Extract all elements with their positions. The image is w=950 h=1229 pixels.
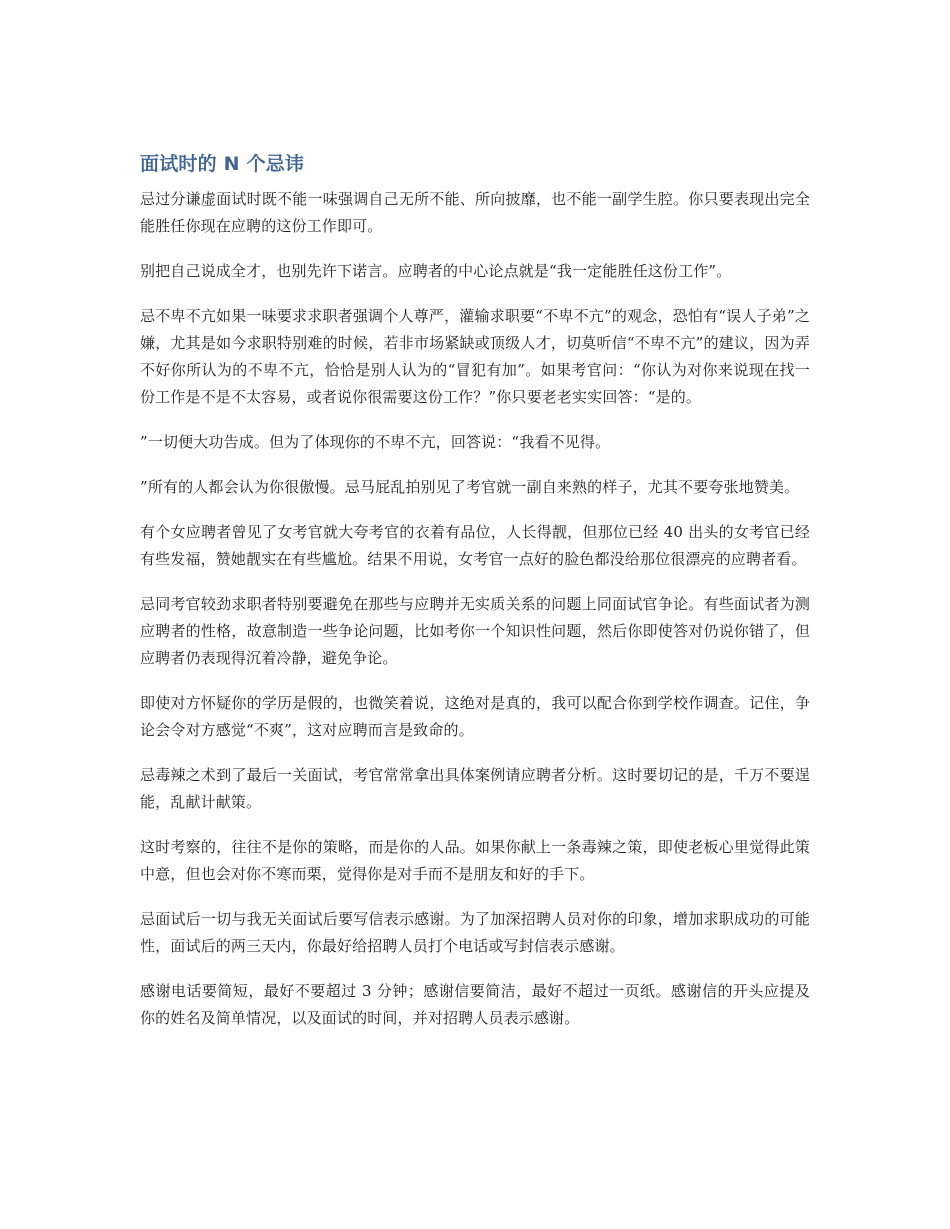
- paragraph: 感谢电话要简短，最好不要超过 3 分钟；感谢信要简洁，最好不超过一页纸。感谢信的开头应提及你的姓名及简单情况，以及面试的时间，并对招聘人员表示感谢。: [140, 982, 810, 1027]
- paragraph: 忌不卑不亢如果一味要求求职者强调个人尊严，灌输求职要“不卑不亢”的观念，恐怕有“误人子弟”之嫌，尤其是如今求职特别难的时候，若非市场紧缺或顶级人才，切莫听信“不卑不亢”的建议，因为弄不好你所认为的不卑不亢，恰恰是别人认为的“冒犯有加”。如果考官问：“你认为对你来说现在找一份工作是不是不太容易，或者说你很需要这份工作？”你只要老老实实回答：“是的。: [140, 307, 810, 406]
- paragraph: 有个女应聘者曾见了女考官就大夸考官的衣着有品位，人长得靓，但那位已经 40 出头的女考官已经有些发福，赞她靓实在有些尴尬。结果不用说，女考官一点好的脸色都没给那位很漂亮的应聘者看。: [140, 523, 810, 568]
- paragraph: 这时考察的，往往不是你的策略，而是你的人品。如果你献上一条毒辣之策，即使老板心里觉得此策中意，但也会对你不寒而栗，觉得你是对手而不是朋友和好的手下。: [140, 838, 810, 883]
- paragraph: 别把自己说成全才，也别先许下诺言。应聘者的中心论点就是“我一定能胜任这份工作”。: [140, 262, 732, 280]
- document-title: 面试时的 N 个忌讳: [140, 153, 305, 175]
- paragraph: 忌毒辣之术到了最后一关面试，考官常常拿出具体案例请应聘者分析。这时要切记的是，千万不要逞能，乱献计献策。: [140, 766, 810, 811]
- paragraph: 忌同考官较劲求职者特别要避免在那些与应聘并无实质关系的问题上同面试官争论。有些面试者为测应聘者的性格，故意制造一些争论问题，比如考你一个知识性问题，然后你即使答对仍说你错了，但应聘者仍表现得沉着冷静，避免争论。: [140, 595, 810, 667]
- paragraph: ”一切便大功告成。但为了体现你的不卑不亢，回答说：“我看不见得。: [140, 433, 611, 451]
- paragraph: 忌过分谦虚面试时既不能一味强调自己无所不能、所向披靡，也不能一副学生腔。你只要表现出完全能胜任你现在应聘的这份工作即可。: [140, 190, 810, 235]
- paragraph: ”所有的人都会认为你很傲慢。忌马屁乱拍别见了考官就一副自来熟的样子，尤其不要夸张地赞美。: [140, 478, 800, 496]
- paragraph: 忌面试后一切与我无关面试后要写信表示感谢。为了加深招聘人员对你的印象，增加求职成功的可能性，面试后的两三天内，你最好给招聘人员打个电话或写封信表示感谢。: [140, 910, 810, 955]
- paragraph: 即使对方怀疑你的学历是假的，也微笑着说，这绝对是真的，我可以配合你到学校作调查。记住，争论会令对方感觉“不爽”，这对应聘而言是致命的。: [140, 694, 810, 739]
- document-body: [140, 150, 810, 1050]
